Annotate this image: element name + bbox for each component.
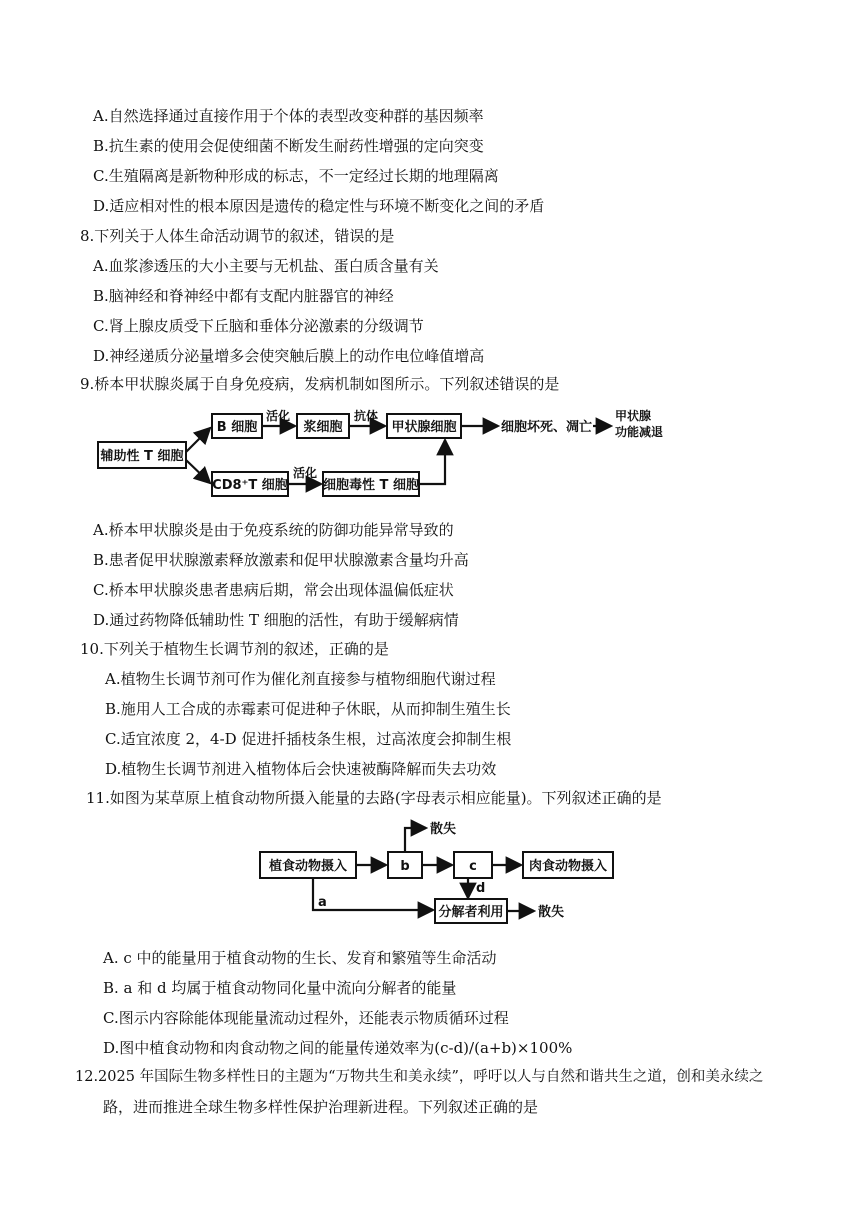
q11-option-a: A. c 中的能量用于植食动物的生长、发育和繁殖等生命活动	[103, 949, 497, 967]
cytotoxic-t-cell-label: 细胞毒性 T 细胞	[323, 478, 419, 493]
arrow-b-to-dissipate	[405, 828, 426, 852]
q11-stem: 11.如图为某草原上植食动物所摄入能量的去路(字母表示相应能量)。下列叙述正确的是	[86, 789, 662, 807]
helper-t-cell-label: 辅助性 T 细胞	[100, 449, 184, 464]
q9-immune-diagram	[95, 400, 695, 508]
q7-option-c: C.生殖隔离是新物种形成的标志，不一定经过长期的地理隔离	[93, 167, 499, 185]
decomposer-label: 分解者利用	[438, 905, 504, 920]
q9-option-d: D.通过药物降低辅助性 T 细胞的活性，有助于缓解病情	[93, 611, 459, 629]
q8-option-d: D.神经递质分泌量增多会使突触后膜上的动作电位峰值增高	[93, 347, 485, 365]
q10-option-a: A.植物生长调节剂可作为催化剂直接参与植物细胞代谢过程	[105, 670, 496, 688]
herbivore-intake-label: 植食动物摄入	[268, 859, 348, 874]
q10-option-b: B.施用人工合成的赤霉素可促进种子休眠，从而抑制生殖生长	[105, 700, 511, 718]
q7-option-d: D.适应相对性的根本原因是遗传的稳定性与环境不断变化之间的矛盾	[93, 197, 545, 215]
q12-stem-line1: 12.2025 年国际生物多样性日的主题为“万物共生和美永续”，呼吁以人与自然和谐共生之道，创和美永续之	[75, 1069, 764, 1085]
activate-label-2: 活化	[292, 466, 318, 480]
arrow-ctl-to-thyroid	[419, 440, 445, 484]
q11-energy-flow-diagram	[258, 818, 618, 928]
q9-option-b: B.患者促甲状腺激素释放激素和促甲状腺激素含量均升高	[93, 551, 469, 569]
arrow-to-cd8	[186, 460, 210, 483]
q8-option-b: B.脑神经和脊神经中都有支配内脏器官的神经	[93, 287, 394, 305]
activate-label-1: 活化	[265, 409, 291, 423]
a-label: a	[318, 895, 327, 910]
q8-option-c: C.肾上腺皮质受下丘脑和垂体分泌激素的分级调节	[93, 317, 424, 335]
q10-stem: 10.下列关于植物生长调节剂的叙述，正确的是	[80, 640, 389, 658]
c-label: c	[469, 859, 477, 874]
antibody-label: 抗体	[353, 409, 379, 423]
q11-option-c: C.图示内容除能体现能量流动过程外，还能表示物质循环过程	[103, 1009, 509, 1027]
b-label: b	[400, 859, 410, 874]
q10-option-c: C.适宜浓度 2，4-D 促进扦插枝条生根，过高浓度会抑制生根	[105, 730, 512, 748]
d-label: d	[476, 881, 486, 896]
dissipate-top-label: 散失	[430, 822, 457, 837]
q8-option-a: A.血浆渗透压的大小主要与无机盐、蛋白质含量有关	[93, 257, 439, 275]
necrosis-label: 细胞坏死、凋亡	[501, 420, 593, 435]
cd8-t-cell-label: CD8⁺T 细胞	[212, 478, 288, 493]
q7-option-a: A.自然选择通过直接作用于个体的表型改变种群的基因频率	[93, 107, 484, 125]
result-label-line1: 甲状腺	[615, 409, 652, 423]
q11-option-b: B. a 和 d 均属于植食动物同化量中流向分解者的能量	[103, 979, 457, 997]
arrow-a-to-decomposer	[313, 878, 433, 910]
q12-stem-line2: 路，进而推进全球生物多样性保护治理新进程。下列叙述正确的是	[103, 1098, 539, 1116]
carnivore-intake-label: 肉食动物摄入	[528, 859, 608, 874]
q8-stem: 8.下列关于人体生命活动调节的叙述，错误的是	[80, 227, 395, 245]
q9-option-c: C.桥本甲状腺炎患者患病后期，常会出现体温偏低症状	[93, 581, 454, 599]
q7-option-b: B.抗生素的使用会促使细菌不断发生耐药性增强的定向突变	[93, 137, 484, 155]
result-label-line2: 功能减退	[615, 425, 664, 439]
q9-stem: 9.桥本甲状腺炎属于自身免疫病，发病机制如图所示。下列叙述错误的是	[80, 375, 560, 393]
arrow-to-b-cell	[186, 428, 210, 452]
q9-option-a: A.桥本甲状腺炎是由于免疫系统的防御功能异常导致的	[93, 521, 454, 539]
q10-option-d: D.植物生长调节剂进入植物体后会快速被酶降解而失去功效	[105, 760, 497, 778]
dissipate-right-label: 散失	[538, 905, 565, 920]
thyroid-cell-label: 甲状腺细胞	[391, 420, 457, 435]
q11-option-d: D.图中植食动物和肉食动物之间的能量传递效率为(c-d)/(a+b)×100%	[103, 1039, 573, 1057]
b-cell-label: B 细胞	[216, 420, 258, 435]
plasma-cell-label: 浆细胞	[303, 420, 343, 435]
